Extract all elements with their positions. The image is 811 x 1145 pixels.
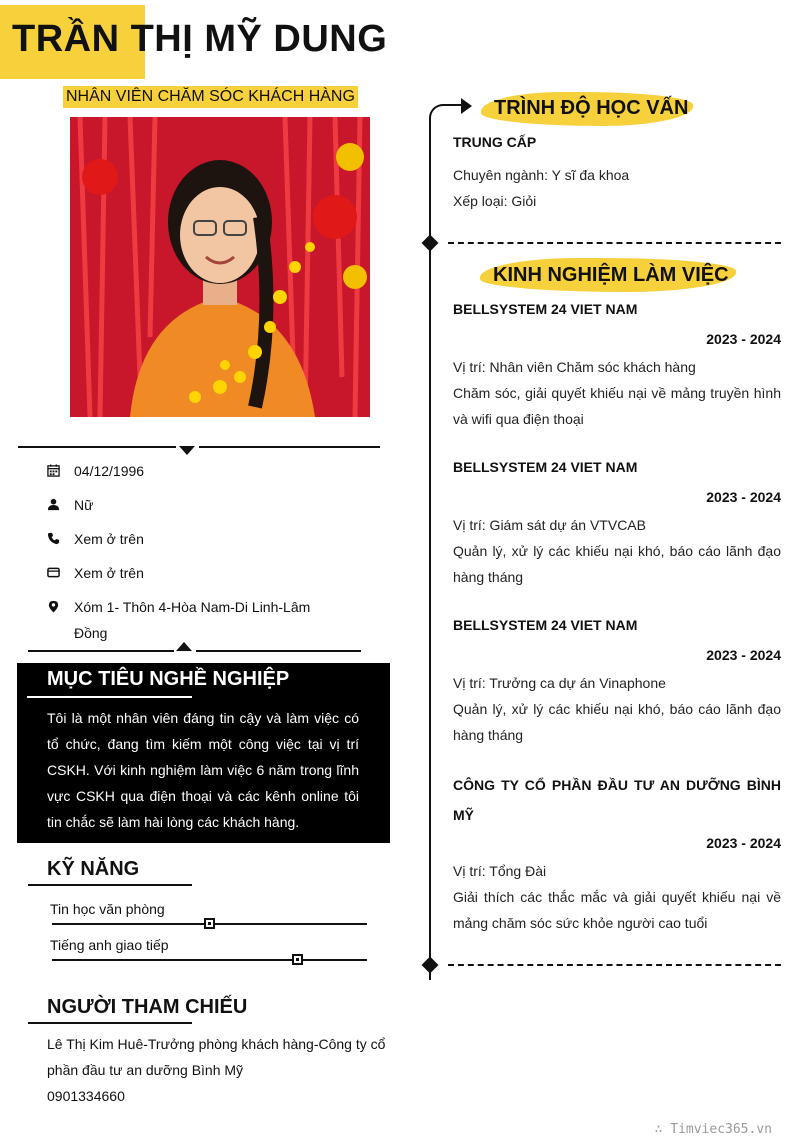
- references-content: [47, 1031, 387, 1109]
- info-divider-arrow: [179, 446, 195, 455]
- experience-title: KINH NGHIỆM LÀM VIỆC: [493, 264, 729, 286]
- references-title: NGƯỜI THAM CHIẾU: [47, 996, 248, 1018]
- phone-row: [47, 531, 144, 552]
- skill-bar-english: [52, 959, 367, 961]
- job-4-description: Giải thích các thắc mắc và giải quyết khiếu nại về mảng chăm sóc sức khỏe người cao tuổi: [453, 889, 781, 931]
- phone-icon: [47, 531, 74, 547]
- info-divider-bottom-arrow: [176, 642, 192, 651]
- education-title: TRÌNH ĐỘ HỌC VẤN: [494, 97, 689, 119]
- info-divider-top-right: [199, 446, 380, 448]
- education-divider: [448, 242, 781, 244]
- skills-underline: [28, 884, 192, 886]
- skills-title: KỸ NĂNG: [47, 858, 140, 880]
- info-divider-top-left: [18, 446, 176, 448]
- job-1-description: Chăm sóc, giải quyết khiếu nại về mảng truyền hình và wifi qua điện thoại: [453, 385, 781, 427]
- career-objective-underline: [27, 696, 192, 698]
- envelope-icon: [47, 565, 74, 581]
- skill-knob-english: [292, 954, 303, 965]
- job-3-description: Quản lý, xử lý các khiếu nại khó, báo cáo lãnh đạo hàng tháng: [453, 701, 781, 743]
- job-4-company: CÔNG TY CỔ PHẦN ĐẦU TƯ AN DƯỠNG BÌNH MỸ: [453, 777, 781, 823]
- job-4-period: 2023 - 2024: [706, 835, 781, 851]
- job-2-period: 2023 - 2024: [706, 489, 781, 505]
- email-value: Xem ở trên: [74, 565, 144, 581]
- references-underline: [28, 1022, 192, 1024]
- profile-photo: [70, 117, 370, 417]
- birthdate-value: 04/12/1996: [74, 463, 145, 479]
- job-2-company: BELLSYSTEM 24 VIET NAM: [453, 459, 638, 475]
- email-row: [47, 565, 144, 586]
- timeline-diamond-2: [422, 957, 439, 974]
- job-2-position: Vị trí: Giám sát dự án VTVCAB: [453, 517, 646, 533]
- job-3-position: Vị trí: Trưởng ca dự án Vinaphone: [453, 675, 666, 691]
- education-level: TRUNG CẤP: [453, 134, 537, 150]
- address-value: Xóm 1- Thôn 4-Hòa Nam-Di Linh-Lâm Đồng: [74, 599, 311, 641]
- profile-photo-illustration: [70, 117, 370, 417]
- skill-label-english: Tiếng anh giao tiếp: [50, 937, 169, 953]
- info-divider-bottom-left: [28, 650, 174, 652]
- reference-phone: 0901334660: [47, 1088, 125, 1104]
- birthdate-row: [47, 463, 144, 484]
- career-objective-section: [17, 663, 390, 843]
- person-icon: [47, 497, 74, 513]
- job-3-company: BELLSYSTEM 24 VIET NAM: [453, 617, 638, 633]
- job-3-period: 2023 - 2024: [706, 647, 781, 663]
- job-1-period: 2023 - 2024: [706, 331, 781, 347]
- footer-watermark: ∴ Timviec365.vn: [654, 1122, 772, 1137]
- education-grade: Xếp loại: Giỏi: [453, 193, 537, 209]
- map-pin-icon: [47, 599, 74, 615]
- reference-person: Lê Thị Kim Huê-Trưởng phòng khách hàng-Công ty cổ phần đầu tư an dưỡng Bình Mỹ: [47, 1036, 386, 1078]
- job-1-company: BELLSYSTEM 24 VIET NAM: [453, 301, 638, 317]
- job-2-description: Quản lý, xử lý các khiếu nại khó, báo cáo lãnh đạo hàng tháng: [453, 543, 781, 585]
- job-4-position: Vị trí: Tổng Đài: [453, 863, 547, 879]
- career-objective-title: MỤC TIÊU NGHỀ NGHIỆP: [47, 668, 290, 690]
- experience-divider: [448, 964, 781, 966]
- gender-row: [47, 497, 93, 518]
- skill-knob-office: [204, 918, 215, 929]
- phone-value: Xem ở trên: [74, 531, 144, 547]
- job-title: NHÂN VIÊN CHĂM SÓC KHÁCH HÀNG: [63, 86, 358, 108]
- calendar-icon: [47, 463, 74, 479]
- timeline-diamond-1: [422, 235, 439, 252]
- career-objective-text: Tôi là một nhân viên đáng tin cậy và làm việc có tổ chức, đang tìm kiếm một công việc tại vị trí CSKH. Với kinh nghiệm làm việc 6 năm trong lĩnh vực CSKH qua điện thoại và các kênh online tôi tin chắc sẽ làm hài lòng các khách hàng.: [47, 710, 359, 830]
- candidate-name: TRẦN THỊ MỸ DUNG: [12, 18, 388, 60]
- job-1-position: Vị trí: Nhân viên Chăm sóc khách hàng: [453, 359, 696, 375]
- education-major: Chuyên ngành: Y sĩ đa khoa: [453, 167, 630, 183]
- info-divider-bottom-right: [196, 650, 361, 652]
- address-row: [47, 599, 317, 646]
- timeline-arrow-icon: [461, 98, 472, 114]
- gender-value: Nữ: [74, 497, 94, 513]
- skill-label-office: Tin học văn phòng: [50, 901, 165, 917]
